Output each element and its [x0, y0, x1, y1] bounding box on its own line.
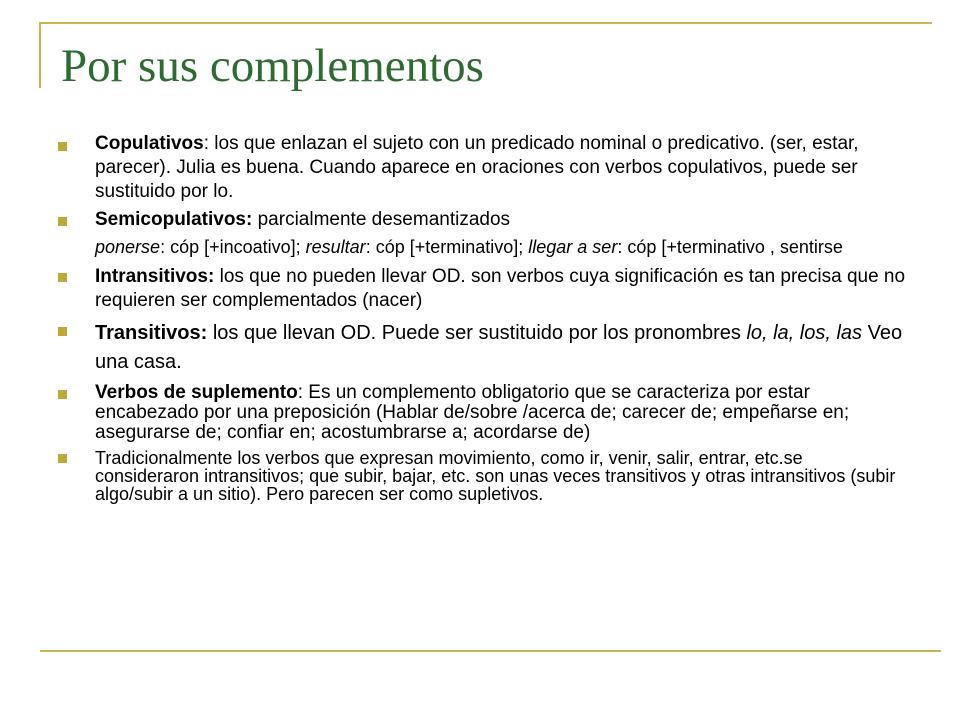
square-bullet-icon: [58, 390, 67, 399]
bullet-list: [58, 132, 908, 503]
bullet-intransitivos: [58, 265, 908, 313]
square-bullet-icon: [58, 273, 67, 282]
verb-ponerse: ponerse: [95, 237, 161, 257]
bullet-suplemento: [58, 383, 908, 443]
bullet-tradicional: [58, 449, 908, 503]
llegar-note: : cóp [+terminativo , sentirse: [617, 237, 843, 257]
bottom-rule: [40, 650, 941, 652]
text-copulativos: : los que enlazan el sujeto con un predicado nominal o predicativo. (ser, estar, parecer). Julia es buena. Cuando aparece en oraciones con verbos copulativos, puede ser sustituido por lo.: [95, 133, 859, 202]
term-suplemento: Verbos de suplemento: [95, 382, 298, 403]
term-transitivos: Transitivos:: [95, 322, 208, 344]
term-copulativos: Copulativos: [95, 133, 204, 154]
slide-title: Por sus complementos: [61, 40, 484, 92]
square-bullet-icon: [58, 327, 67, 336]
square-bullet-icon: [58, 217, 67, 226]
verb-llegar-a-ser: llegar a ser: [528, 237, 618, 257]
example-transitivos: Veo una casa.: [95, 322, 903, 373]
text-tradicional: Tradicionalmente los verbos que expresan movimiento, como ir, venir, salir, entrar, etc.se consideraron intransitivos; que subir, bajar, etc. son unas veces transitivos y otras intransitivos (subir algo/subir a un sitio). Pero parecen ser como supletivos.: [95, 448, 896, 504]
bullet-transitivos: [58, 319, 908, 377]
pronombres: lo, la, los, las: [746, 322, 863, 344]
text-suplemento: : Es un complemento obligatorio que se caracteriza por estar encabezado por una preposición (Hablar de/sobre /acerca de; carecer de; empeñarse en; asegurarse de; confiar en; acostumbrarse a; acordarse de): [95, 382, 850, 443]
top-rule: [39, 22, 932, 24]
bullet-semicopulativos: [58, 208, 908, 232]
term-semicopulativos: Semicopulativos:: [95, 209, 253, 230]
verb-resultar: resultar: [305, 237, 366, 257]
left-rule: [39, 22, 41, 88]
text-intransitivos: los que no pueden llevar OD. son verbos cuya significación es tan precisa que no requieren ser complementados (nacer): [95, 266, 906, 311]
square-bullet-icon: [58, 142, 67, 151]
text-semicopulativos: parcialmente desemantizados: [252, 209, 511, 230]
bullet-copulativos: [58, 132, 908, 204]
square-bullet-icon: [58, 454, 67, 463]
semicopulativos-examples: [58, 236, 908, 258]
ponerse-note: : cóp [+incoativo];: [160, 237, 306, 257]
term-intransitivos: Intransitivos:: [95, 266, 215, 287]
text-transitivos: los que llevan OD. Puede ser sustituido por los pronombres: [207, 322, 747, 344]
resultar-note: : cóp [+terminativo];: [365, 237, 529, 257]
